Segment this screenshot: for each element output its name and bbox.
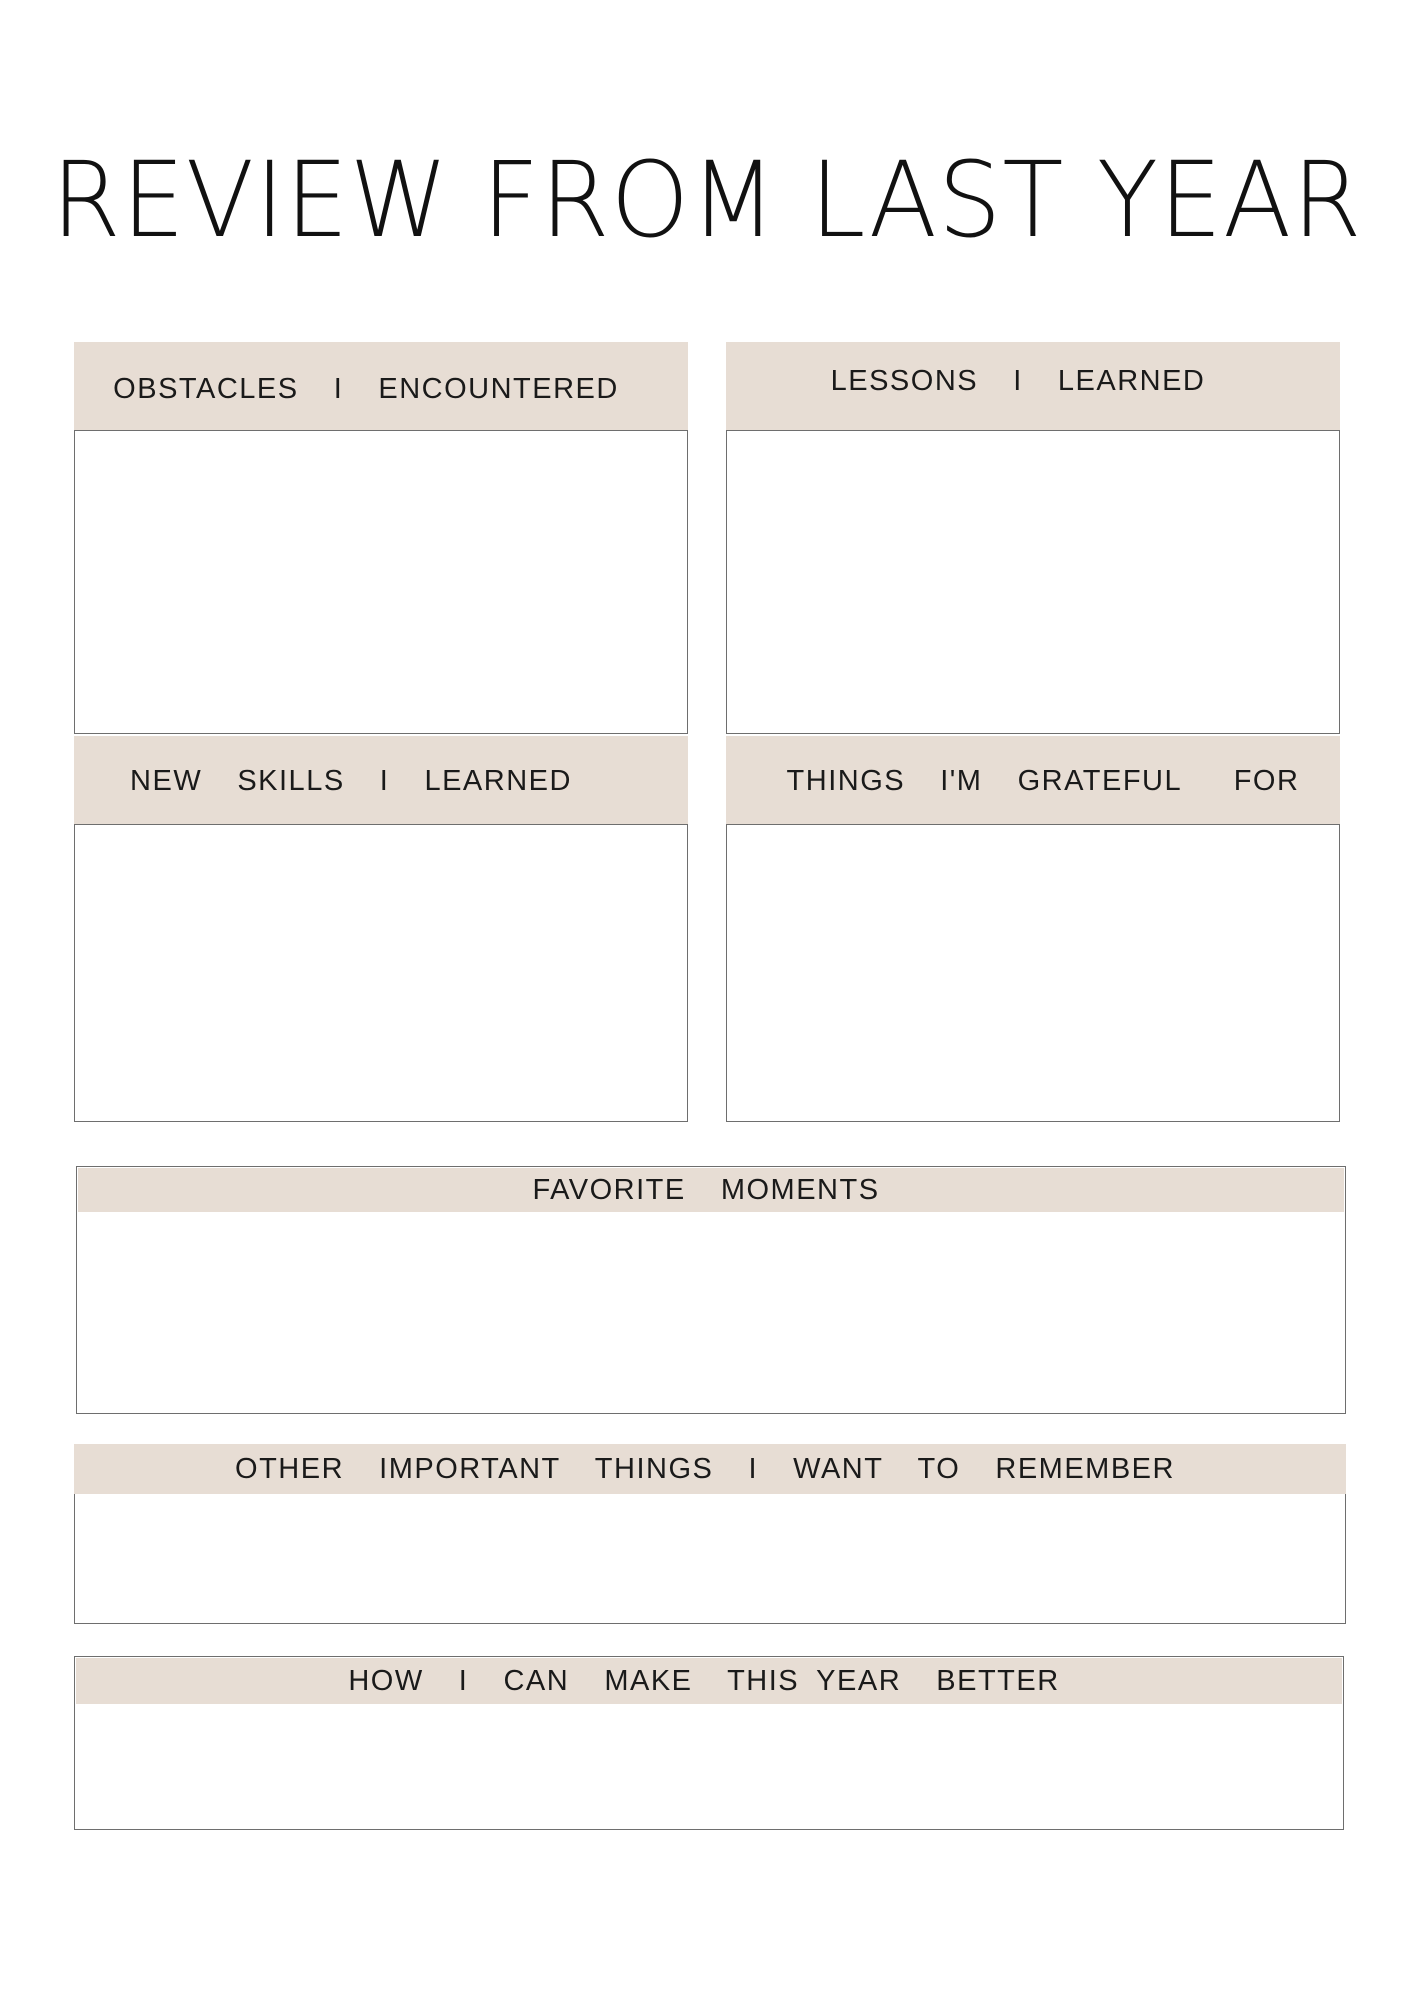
remember-label: OTHER IMPORTANT THINGS I WANT TO REMEMBER xyxy=(235,1452,1175,1485)
skills-header xyxy=(74,736,688,824)
skills-writing-area[interactable] xyxy=(74,824,688,1122)
page-title: REVIEW FROM LAST YEAR xyxy=(51,139,1363,261)
skills-label: NEW SKILLS I LEARNED xyxy=(130,764,572,797)
better-header xyxy=(76,1658,1342,1704)
grateful-header xyxy=(726,736,1340,824)
remember-header xyxy=(74,1444,1346,1494)
obstacles-header xyxy=(74,342,688,430)
obstacles-writing-area[interactable] xyxy=(74,430,688,734)
grateful-writing-area[interactable] xyxy=(726,824,1340,1122)
moments-header xyxy=(78,1168,1344,1212)
lessons-label: LESSONS I LEARNED xyxy=(830,364,1206,397)
lessons-writing-area[interactable] xyxy=(726,430,1340,734)
lessons-header xyxy=(726,342,1340,430)
better-label: HOW I CAN MAKE THIS YEAR BETTER xyxy=(348,1664,1060,1697)
obstacles-label: OBSTACLES I ENCOUNTERED xyxy=(113,372,619,405)
moments-label: FAVORITE MOMENTS xyxy=(532,1173,880,1206)
grateful-label: THINGS I'M GRATEFUL FOR xyxy=(786,764,1300,797)
